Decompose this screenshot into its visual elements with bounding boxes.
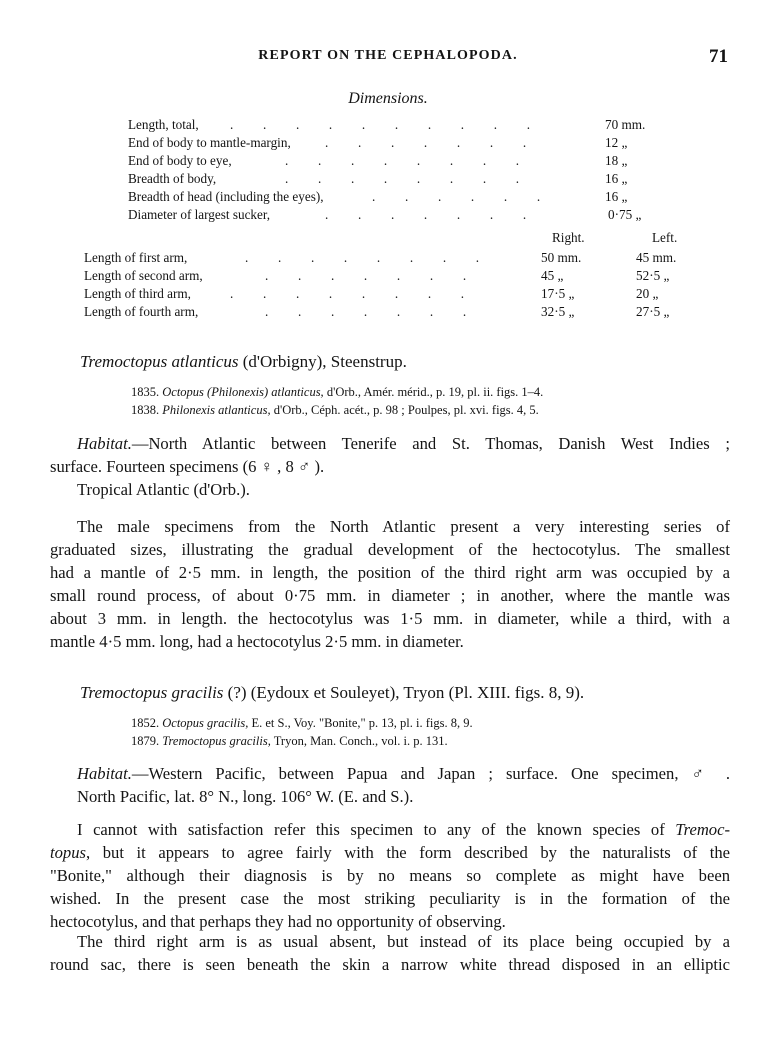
leader-dots: . . . . . . . . <box>245 250 480 265</box>
species-name: Tremoctopus atlanticus <box>80 352 239 371</box>
dimension-label: End of body to eye, <box>128 153 232 168</box>
text-line: I cannot with satisfaction refer this specimen to any of the known species of Tremoc- <box>77 820 730 839</box>
synonym-reference: Tryon, Man. Conch., vol. i. p. 131. <box>270 734 448 748</box>
dimension-value: 16 „ <box>605 171 628 186</box>
leader-dots: . . . . . . . <box>325 135 527 150</box>
dimension-value: 0·75 „ <box>608 207 642 222</box>
synonym-year: 1838. <box>131 403 160 417</box>
running-head <box>0 46 776 68</box>
arm-left-value: 45 mm. <box>636 250 677 265</box>
text-line: topus, but it appears to agree fairly with the form described by the naturalists of the <box>50 843 730 862</box>
habitat-line: Tropical Atlantic (d'Orb.). <box>77 480 250 499</box>
leader-dots: . . . . . . . <box>325 207 527 222</box>
page-number: 71 <box>709 46 728 67</box>
synonym-name: Octopus gracilis, <box>162 716 249 730</box>
synonym-line <box>131 403 539 418</box>
habitat-line: surface. Fourteen specimens (6 ♀ , 8 ♂ ). <box>50 457 325 476</box>
arm-label: Length of third arm, <box>84 286 191 301</box>
synonym-year: 1852. <box>131 716 160 730</box>
habitat-line: Habitat.—North Atlantic between Tenerife and St. Thomas, Danish West Indies ; <box>77 434 730 453</box>
species-title <box>80 683 584 703</box>
column-head-right: Right. <box>552 230 585 245</box>
dimension-label: Breadth of body, <box>128 171 217 186</box>
synonym-name: Octopus (Philonexis) atlanticus, <box>162 385 324 399</box>
arm-left-value: 27·5 „ <box>636 304 670 319</box>
column-head-left: Left. <box>652 230 678 245</box>
arm-left-value: 52·5 „ <box>636 268 670 283</box>
synonym-reference: d'Orb., Céph. acét., p. 98 ; Poulpes, pl. xvi. figs. 4, 5. <box>270 403 539 417</box>
arm-label: Length of fourth arm, <box>84 304 199 319</box>
arm-left-value: 20 „ <box>636 286 659 301</box>
habitat-line: Habitat.—Western Pacific, between Papua and Japan ; surface. One specimen, ♂ . <box>77 764 730 783</box>
text-line: small round process, of about 0·75 mm. in diameter ; in another, where the mantle was <box>50 586 730 605</box>
habitat-paragraph <box>77 762 730 808</box>
dimension-label: Breadth of head (including the eyes), <box>128 189 324 204</box>
leader-dots: . . . . . . . . <box>230 286 465 301</box>
arm-label: Length of second arm, <box>84 268 203 283</box>
habitat-line: North Pacific, lat. 8° N., long. 106° W. (E. and S.). <box>77 787 414 806</box>
synonym-line <box>131 734 448 749</box>
text-line: The male specimens from the North Atlantic present a very interesting series of <box>77 517 730 536</box>
leader-dots: . . . . . . <box>372 189 541 204</box>
habitat-label: Habitat. <box>77 434 132 453</box>
dimension-value: 12 „ <box>605 135 628 150</box>
text-line: mantle 4·5 mm. long, had a hectocotylus 2·5 mm. in diameter. <box>50 632 464 651</box>
text-line: hectocotylus, and that perhaps they had no opportunity of observing. <box>50 912 506 931</box>
synonym-year: 1879. <box>131 734 160 748</box>
text-line: about 3 mm. in length. the hectocotylus was 1·5 mm. in diameter, while a third, with a <box>50 609 730 628</box>
habitat-label: Habitat. <box>77 764 132 783</box>
body-paragraph <box>50 818 730 933</box>
habitat-paragraph <box>50 432 730 501</box>
leader-dots: . . . . . . . <box>265 304 467 319</box>
body-paragraph <box>50 515 730 653</box>
text-line: wished. In the present case the most striking peculiarity is in the formation of the <box>50 889 730 908</box>
species-name: Tremoctopus gracilis <box>80 683 224 702</box>
synonym-reference: E. et S., Voy. "Bonite," p. 13, pl. i. figs. 8, 9. <box>248 716 473 730</box>
dimension-label: Length, total, <box>128 117 199 132</box>
text-line: round sac, there is seen beneath the skin a narrow white thread disposed in an elliptic <box>50 955 730 974</box>
dimension-value: 16 „ <box>605 189 628 204</box>
text-line: graduated sizes, illustrating the gradual development of the hectocotylus. The smallest <box>50 540 730 559</box>
leader-dots: . . . . . . . . <box>285 153 520 168</box>
text-line: The third right arm is as usual absent, but instead of its place being occupied by a <box>77 932 730 951</box>
arm-right-value: 17·5 „ <box>541 286 575 301</box>
dimension-label: End of body to mantle-margin, <box>128 135 291 150</box>
arm-right-value: 50 mm. <box>541 250 582 265</box>
leader-dots: . . . . . . . . . . <box>230 117 531 132</box>
species-author: (d'Orbigny), Steenstrup. <box>238 352 407 371</box>
synonym-line <box>131 385 543 400</box>
running-title: REPORT ON THE CEPHALOPODA. <box>258 48 518 63</box>
text-line: had a mantle of 2·5 mm. in length, the position of the third right arm was occupied by a <box>50 563 730 582</box>
arm-right-value: 32·5 „ <box>541 304 575 319</box>
synonym-year: 1835. <box>131 385 160 399</box>
dimension-value: 18 „ <box>605 153 628 168</box>
species-title <box>80 352 407 372</box>
species-author: (?) (Eydoux et Souleyet), Tryon (Pl. XIII. figs. 8, 9). <box>223 683 585 702</box>
dimension-value: 70 mm. <box>605 117 646 132</box>
dimension-label: Diameter of largest sucker, <box>128 207 271 222</box>
arm-label: Length of first arm, <box>84 250 188 265</box>
leader-dots: . . . . . . . . <box>285 171 520 186</box>
synonym-name: Philonexis atlanticus, <box>162 403 271 417</box>
dimensions-heading: Dimensions. <box>348 90 428 107</box>
synonym-reference: d'Orb., Amér. mérid., p. 19, pl. ii. figs. 1–4. <box>323 385 544 399</box>
text-line: "Bonite," although their diagnosis is by no means so complete as might have been <box>50 866 730 885</box>
body-paragraph <box>50 930 730 976</box>
synonym-name: Tremoctopus gracilis, <box>162 734 271 748</box>
leader-dots: . . . . . . . <box>265 268 467 283</box>
synonym-line <box>131 716 473 731</box>
arm-right-value: 45 „ <box>541 268 564 283</box>
